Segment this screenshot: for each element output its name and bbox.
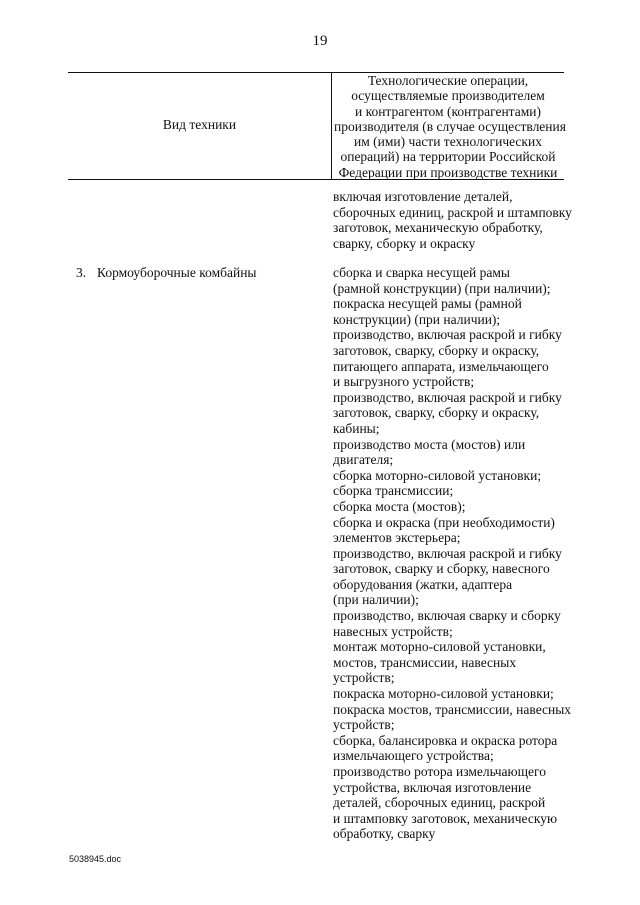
text-line: производство, включая сварку и сборку	[333, 608, 561, 624]
text-line: обработку, сварку	[333, 826, 436, 842]
column-header-equipment-type: Вид техники	[162, 117, 237, 132]
text-line: устройства, включая изготовление	[333, 779, 532, 795]
text-line: сварку, сборку и окраску	[333, 235, 476, 251]
text-line: сборка трансмиссии;	[333, 483, 454, 499]
text-line: питающего аппарата, измельчающего	[333, 358, 549, 374]
text-line: двигателя;	[333, 452, 394, 468]
text-line: заготовок, сварку, сборку и окраску,	[333, 342, 540, 358]
text-line: производство ротора измельчающего	[333, 764, 546, 779]
text-line: производство моста (мостов) или	[333, 436, 526, 452]
text-line: и выгрузного устройств;	[333, 374, 475, 390]
row-equipment-name: Кормоуборочные комбайны	[97, 265, 257, 280]
text-line: оборудования (жатки, адаптера	[333, 576, 513, 592]
text-line: покраска несущей рамы (рамной	[333, 296, 522, 312]
text-line: производство, включая раскрой и гибку	[333, 545, 562, 561]
text-line: сборка моторно-силовой установки;	[333, 467, 542, 483]
text-line: покраска моторно-силовой установки;	[333, 686, 554, 702]
text-line: сборка моста (мостов);	[333, 498, 466, 514]
header-text-line: производителя (в случае осуществления	[334, 118, 566, 134]
header-text-line: и контрагентом (контрагентами)	[354, 103, 541, 119]
page-number: 19	[312, 33, 328, 49]
text-line: деталей, сборочных единиц, раскрой	[333, 795, 546, 811]
text-line: мостов, трансмиссии, навесных	[333, 654, 517, 670]
text-line: покраска мостов, трансмиссии, навесных	[333, 701, 572, 717]
text-line: включая изготовление деталей,	[333, 189, 513, 204]
text-line: навесных устройств;	[333, 623, 453, 639]
row-number: 3.	[76, 265, 87, 280]
header-text-line: осуществляемые производителем	[351, 88, 545, 104]
header-text-line: Федерации при производстве техники	[338, 164, 558, 180]
text-line: сборка и сварка несущей рамы	[333, 265, 510, 280]
text-line: (при наличии);	[333, 592, 419, 608]
text-line: производство, включая раскрой и гибку	[333, 389, 562, 405]
header-column-divider	[331, 72, 332, 180]
header-text-line: им (ими) части технологических	[354, 134, 542, 150]
text-line: монтаж моторно-силовой установки,	[333, 639, 546, 655]
text-line: производство, включая раскрой и гибку	[333, 327, 562, 343]
text-line: (рамной конструкции) (при наличии);	[333, 280, 551, 296]
header-text-line: операций) на территории Российской	[340, 149, 556, 165]
text-line: элементов экстерьера;	[333, 530, 461, 546]
text-line: сборка, балансировка и окраска ротора	[333, 732, 558, 748]
row-operations-text	[333, 265, 571, 842]
text-line: заготовок, сварку, сборку и окраску,	[333, 405, 540, 421]
text-line: сборочных единиц, раскрой и штамповку	[333, 204, 572, 220]
text-line: устройств;	[333, 670, 395, 686]
text-line: заготовок, сварку и сборку, навесного	[333, 561, 550, 577]
column-header-operations	[334, 73, 566, 180]
header-text-line: Технологические операции,	[367, 73, 529, 88]
text-line: конструкции) (при наличии);	[333, 311, 501, 327]
text-line: измельчающего устройства;	[333, 748, 494, 764]
text-line: устройств;	[333, 717, 395, 733]
continued-operations-text	[333, 189, 572, 251]
footer-document-id: 5038945.doc	[69, 854, 122, 864]
text-line: заготовок, механическую обработку,	[333, 220, 543, 236]
text-line: и штамповку заготовок, механическую	[333, 810, 558, 826]
text-line: кабины;	[333, 420, 380, 436]
text-line: сборка и окраска (при необходимости)	[333, 514, 555, 530]
